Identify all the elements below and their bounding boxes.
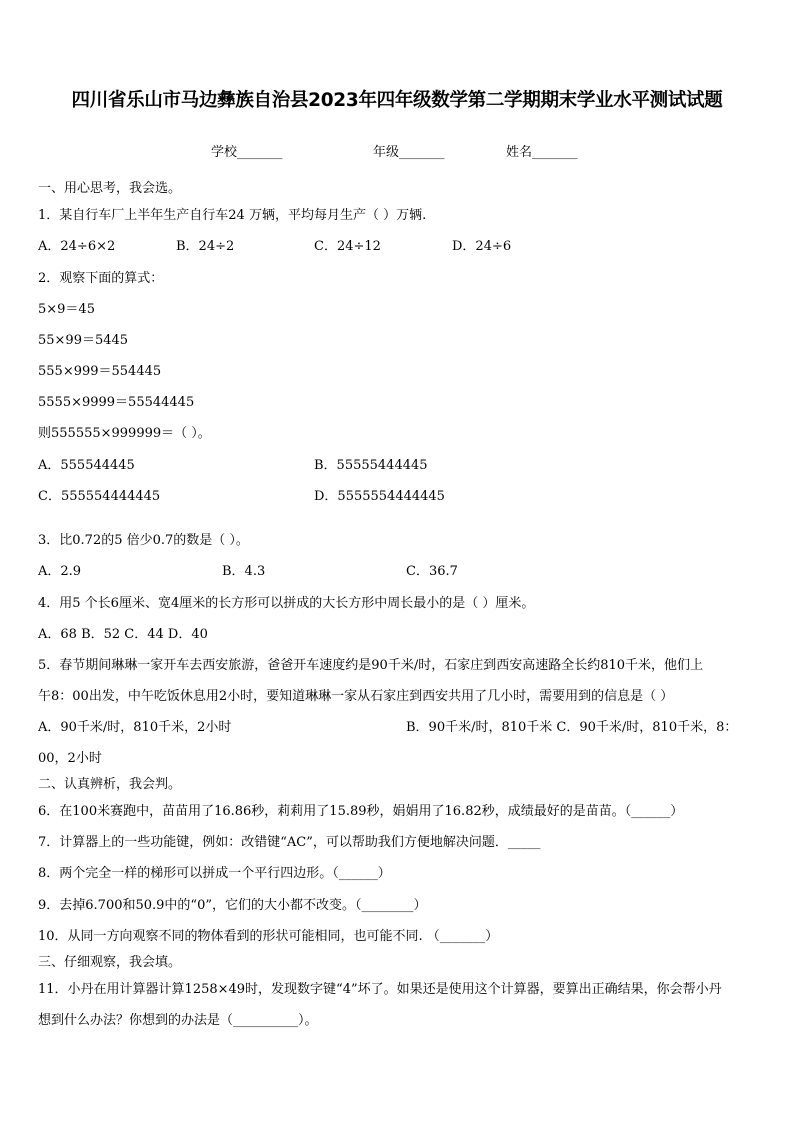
question-stem: 1．某自行车厂上半年生产自行车24 万辆，平均每月生产（ ）万辆. [38, 208, 427, 223]
option-b: B．55555444445 [314, 458, 428, 473]
equation-line: 555×999＝554445 [38, 364, 162, 379]
option-a: A．555544445 [38, 458, 135, 473]
question-stem: 午8：00出发，中午吃饭休息用2小时，要知道琳琳一家从石家庄到西安共用了几小时，需要用到的信息是（ ） [38, 689, 674, 704]
equation-line: 55×99＝5445 [38, 333, 129, 348]
grade-field: 年级_______ [373, 145, 445, 160]
option-a: A．90千米/时，810千米，2小时 [38, 720, 232, 735]
question-stem: 5．春节期间琳琳一家开车去西安旅游，爸爸开车速度约是90千米/时，石家庄到西安高速路全长约810千米，他们上 [38, 658, 704, 673]
option-c: C．24÷12 [314, 239, 381, 254]
question-stem: 10．从同一方向观察不同的物体看到的形状可能相同，也可能不同. （_______） [38, 929, 499, 944]
question-stem: 3．比0.72的5 倍少0.7的数是（ ）。 [38, 533, 249, 548]
option-d: D．5555554444445 [314, 489, 445, 504]
question-stem: 想到什么办法？你想到的办法是（__________）。 [38, 1013, 318, 1028]
option-c: C．36.7 [406, 564, 458, 579]
question-stem: 6．在100米赛跑中，苗苗用了16.86秒，莉莉用了15.89秒，娟娟用了16.82秒，成绩最好的是苗苗。（______） [38, 804, 684, 819]
question-stem: 7．计算器上的一些功能键，例如：改错键“AC”，可以帮助我们方便地解决问题．_____ [38, 835, 541, 850]
name-field: 姓名_______ [506, 145, 578, 160]
option-c: C．555554444445 [38, 489, 161, 504]
question-stem: 4．用5 个长6厘米、宽4厘米的长方形可以拼成的大长方形中周长最小的是（ ）厘米。 [38, 596, 535, 611]
equation-line: 5555×9999＝55544445 [38, 395, 195, 410]
question-stem: 9．去掉6.700和50.9中的“0”，它们的大小都不改变。（________） [38, 898, 427, 913]
section-heading: 三、仔细观察，我会填。 [38, 955, 182, 970]
option-b: B．24÷2 [176, 239, 235, 254]
option-continuation: 00，2小时 [38, 751, 102, 766]
equation-line: 5×9＝45 [38, 302, 95, 317]
question-stem: 2．观察下面的算式： [38, 271, 164, 286]
school-field: 学校_______ [211, 145, 283, 160]
section-heading: 二、认真辨析，我会判。 [38, 777, 182, 792]
option-a: A．2.9 [38, 564, 82, 579]
option-d: D．24÷6 [452, 239, 512, 254]
page-title: 四川省乐山市马边彝族自治县2023年四年级数学第二学期期末学业水平测试试题 [71, 90, 723, 111]
options-row: A．68 B．52 C．44 D．40 [38, 627, 208, 642]
question-stem: 11．小丹在用计算器计算1258×49时，发现数字键“4”坏了。如果还是使用这个计算器，要算出正确结果，你会帮小丹 [38, 982, 722, 997]
options-bc: B．90千米/时，810千米 C．90千米/时，810千米，8： [406, 720, 738, 735]
question-prompt: 则555555×999999＝（ ）。 [38, 426, 211, 441]
option-a: A．24÷6×2 [38, 239, 116, 254]
question-stem: 8．两个完全一样的梯形可以拼成一个平行四边形。（______） [38, 866, 391, 881]
section-heading: 一、用心思考，我会选。 [38, 181, 182, 196]
option-b: B．4.3 [222, 564, 266, 579]
